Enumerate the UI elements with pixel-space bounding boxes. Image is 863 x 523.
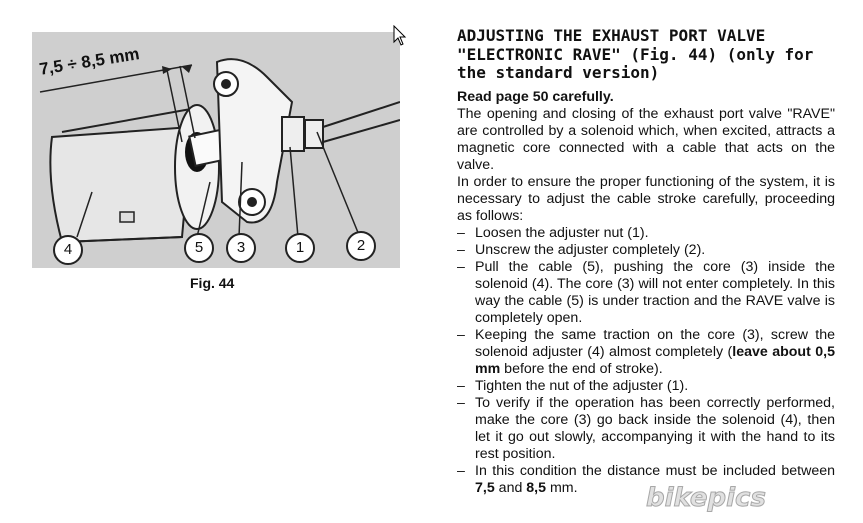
callout-3: 3 (226, 233, 256, 263)
figure-44-illustration (32, 32, 400, 268)
list-item: – In this condition the distance must be included between 7,5 and 8,5 mm. (457, 463, 835, 497)
figure-caption: Fig. 44 (190, 275, 235, 291)
title-line-3: the standard version) (457, 63, 660, 82)
list-item: – To verify if the operation has been correctly performed, make the core (3) go back inside the solenoid (4), then let it go out slowly, accompanying it with the hand to its rest position. (457, 395, 835, 463)
title-line-2: "ELECTRONIC RAVE" (Fig. 44) (only for (457, 44, 814, 64)
steps-list (457, 225, 835, 497)
lead-note: Read page 50 carefully. (457, 88, 614, 105)
callout-5: 5 (184, 233, 214, 263)
list-item: – Unscrew the adjuster completely (2). (457, 242, 835, 259)
callout-2: 2 (346, 231, 376, 261)
title-line-1: ADJUSTING THE EXHAUST PORT VALVE (457, 26, 766, 45)
bikepics-watermark (642, 482, 842, 514)
list-item: – Tighten the nut of the adjuster (1). (457, 378, 835, 395)
list-item: – Loosen the adjuster nut (1). (457, 225, 835, 242)
section-title (457, 27, 835, 83)
callout-4: 4 (53, 235, 83, 265)
list-item: – Keeping the same traction on the core (3), screw the solenoid adjuster (4) almost completely (leave about 0,5 mm before the end of stroke). (457, 327, 835, 378)
instructions-column (457, 27, 835, 497)
callout-1: 1 (285, 233, 315, 263)
mouse-cursor-icon (393, 25, 407, 47)
intro-paragraph-2: In order to ensure the proper functioning of the system, it is necessary to adjust the cable stroke carefully, proceeding as follows: (457, 173, 835, 224)
section-body (457, 89, 835, 497)
intro-paragraph: The opening and closing of the exhaust port valve "RAVE" are controlled by a solenoid which, when excited, attracts a magnetic core connected with a cable that acts on the valve. (457, 105, 835, 173)
list-item: – Pull the cable (5), pushing the core (3) inside the solenoid (4). The core (3) will not enter completely. In this way the cable (5) is under traction and the RAVE valve is completely open. (457, 259, 835, 327)
dimension-label: 7,5 ÷ 8,5 mm (38, 44, 141, 79)
svg-text:bikepics: bikepics (646, 483, 766, 513)
